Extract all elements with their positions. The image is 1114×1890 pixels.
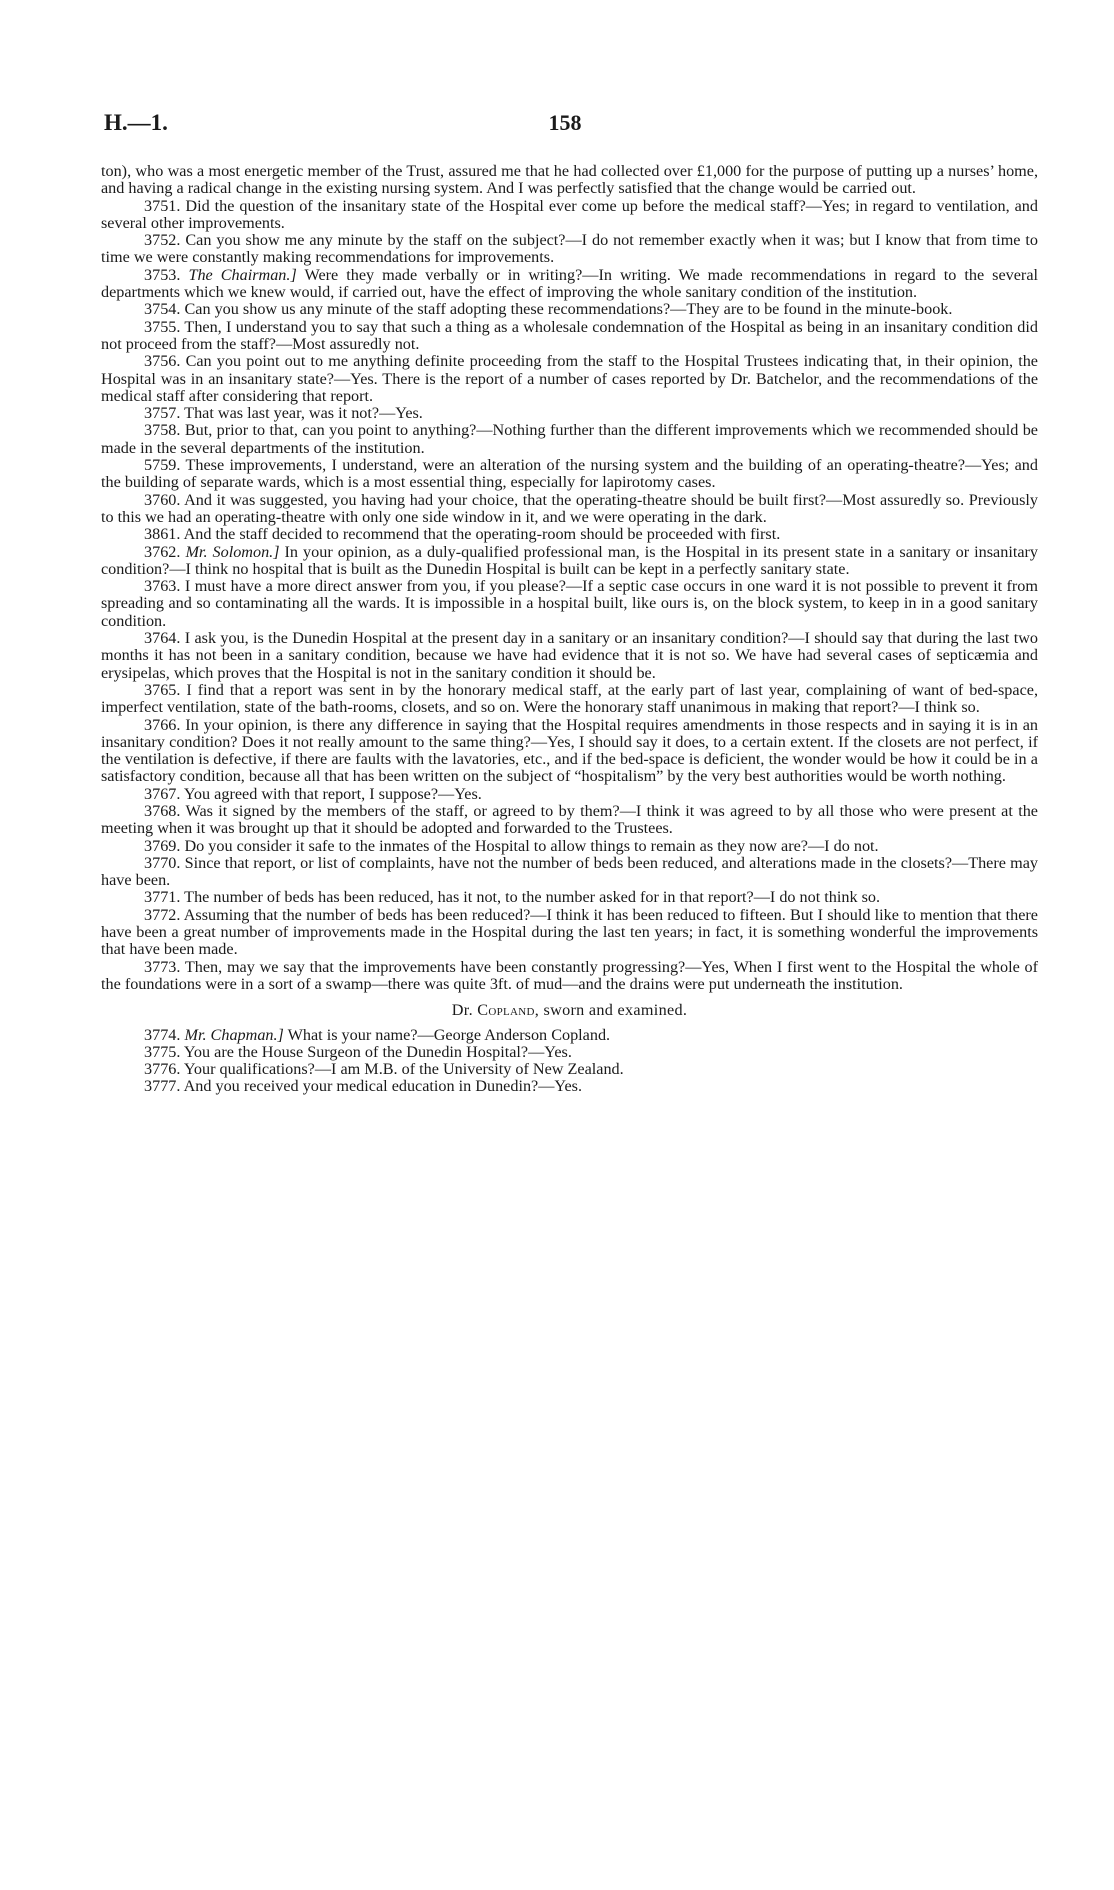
paragraph: 5759. These improvements, I understand, were an alteration of the nursing system and the building of an operating-theatre?—Yes; and the building of separate wards, which is a most essential thing, especially for lapirotomy cases. <box>101 456 1038 492</box>
page-number: 158 <box>548 110 582 135</box>
paragraph: 3764. I ask you, is the Dunedin Hospital at the present day in a sanitary or an insanitary condition?—I should say that during the last two months it has not been in a sanitary condition, because we have had evidence that it is not so. We have had several cases of septicæmia and erysipelas, which proves that the Hospital is not in the sanitary condition it should be. <box>101 629 1038 682</box>
paragraph: 3760. And it was suggested, you having had your choice, that the operating-theatre should be built first?—Most assuredly so. Previously to this we had an operating-theatre with only one side window in it, and we were operating in the dark. <box>101 490 1038 526</box>
paragraph: 3753. The Chairman.] Were they made verbally or in writing?—In writing. We made recommendations in regard to the several departments which we knew would, if carried out, have the effect of improving the whole sanitary condition of the institution. <box>101 265 1039 302</box>
paragraph: 3776. Your qualifications?—I am M.B. of the University of New Zealand. <box>144 1060 624 1079</box>
paragraph: 3861. And the staff decided to recommend that the operating-room should be proceeded with first. <box>144 525 781 544</box>
paragraph: 3754. Can you show us any minute of the staff adopting these recommendations?—They are to be found in the minute-book. <box>144 300 953 319</box>
witness-name: Copland <box>477 1001 535 1020</box>
paragraph: 3774. Mr. Chapman.] What is your name?—George Anderson Copland. <box>144 1025 611 1044</box>
paragraph: 3766. In your opinion, is there any difference in saying that the Hospital requires amendments in those respects and in saying it is in an insanitary condition? Does it not really amount to the same thing?—Yes, I should say it does, to a certain extent. If the closets are not perfect, if the ventilation is defective, if there are faults with the lavatories, etc., and if the bed-space is deficient, the wonder would be how it could be in a satisfactory condition, because all that has been written on the subject of “hospitalism” by the very best authorities would be worth nothing. <box>101 715 1038 786</box>
paragraph: 3751. Did the question of the insanitary state of the Hospital ever come up before the medical staff?—Yes; in regard to ventilation, and several other improvements. <box>101 196 1038 232</box>
paragraph: 3773. Then, may we say that the improvements have been constantly progressing?—Yes, When I first went to the Hospital the whole of the foundations were in a sort of a swamp—there was quite 3ft. of mud—and the drains were put underneath the institution. <box>101 957 1038 993</box>
document-code: H.—1. <box>104 110 168 135</box>
body-text <box>101 163 1038 1096</box>
paragraph: 3767. You agreed with that report, I suppose?—Yes. <box>144 784 482 803</box>
speaker-label: Mr. Chapman.] <box>184 1025 284 1044</box>
paragraph: 3762. Mr. Solomon.] In your opinion, as a duly-qualified professional man, is the Hospital in its present state in a sanitary or insanitary condition?—I think no hospital that is built as the Dunedin Hospital is built can be kept in a perfectly sanitary state. <box>101 542 1039 578</box>
paragraph: 3777. And you received your medical education in Dunedin?—Yes. <box>144 1077 583 1096</box>
paragraph: 3768. Was it signed by the members of the staff, or agreed to by them?—I think it was agreed to by all those who were present at the meeting when it was brought up that it should be adopted and forwarded to the Trustees. <box>101 801 1038 838</box>
paragraph: 3775. You are the House Surgeon of the Dunedin Hospital?—Yes. <box>144 1042 572 1061</box>
paragraph: 3771. The number of beds has been reduced, has it not, to the number asked for in that report?—I do not think so. <box>144 888 881 907</box>
paragraph: 3772. Assuming that the number of beds has been reduced?—I think it has been reduced to fifteen. But I should like to mention that there have been a great number of improvements made in the Hospital during the last ten years; in fact, it is something wonderful the improvements that have been made. <box>101 905 1038 959</box>
paragraph: ton), who was a most energetic member of the Trust, assured me that he had collected over £1,000 for the purpose of putting up a nurses’ home, and having a radical change in the existing nursing system. And I was perfectly satisfied that the change would be carried out. <box>101 162 1038 198</box>
paragraph: 3755. Then, I understand you to say that such a thing as a wholesale condemnation of the Hospital as being in an insanitary condition did not proceed from the staff?—Most assuredly not. <box>101 317 1038 353</box>
paragraph: 3752. Can you show me any minute by the staff on the subject?—I do not remember exactly when it was; but I know that from time to time we were constantly making recommendations for improvements. <box>101 231 1038 267</box>
speaker-label: The Chairman.] <box>188 265 297 284</box>
paragraph: 3769. Do you consider it safe to the inmates of the Hospital to allow things to remain as they now are?—I do not. <box>144 836 879 855</box>
section-heading: Dr. Copland, sworn and examined. <box>451 1001 688 1020</box>
paragraph: 3770. Since that report, or list of complaints, have not the number of beds been reduced, and alterations made in the closets?—There may have been. <box>101 853 1038 890</box>
paragraph: 3763. I must have a more direct answer from you, if you please?—If a septic case occurs in one ward it is not possible to prevent it from spreading and so contaminating all the wards. It is impossible in a hospital built, like ours is, on the block system, to keep in in a good sanitary condition. <box>101 577 1038 630</box>
paragraph: 3757. That was last year, was it not?—Yes. <box>144 404 423 423</box>
paragraph: 3765. I find that a report was sent in by the honorary medical staff, at the early part of last year, complaining of want of bed-space, imperfect ventilation, state of the bath-rooms, closets, and so on. Were the honorary staff unanimous in making that report?—I think so. <box>101 680 1038 717</box>
speaker-label: Mr. Solomon.] <box>185 542 280 561</box>
paragraph: 3758. But, prior to that, can you point to anything?—Nothing further than the different improvements which we recommended should be made in the several departments of the institution. <box>101 421 1038 457</box>
paragraph: 3756. Can you point out to me anything definite proceeding from the staff to the Hospital Trustees indicating that, in their opinion, the Hospital was in an insanitary state?—Yes. There is the report of a number of cases reported by Dr. Batchelor, and the recommendations of the medical staff after considering that report. <box>101 352 1038 405</box>
